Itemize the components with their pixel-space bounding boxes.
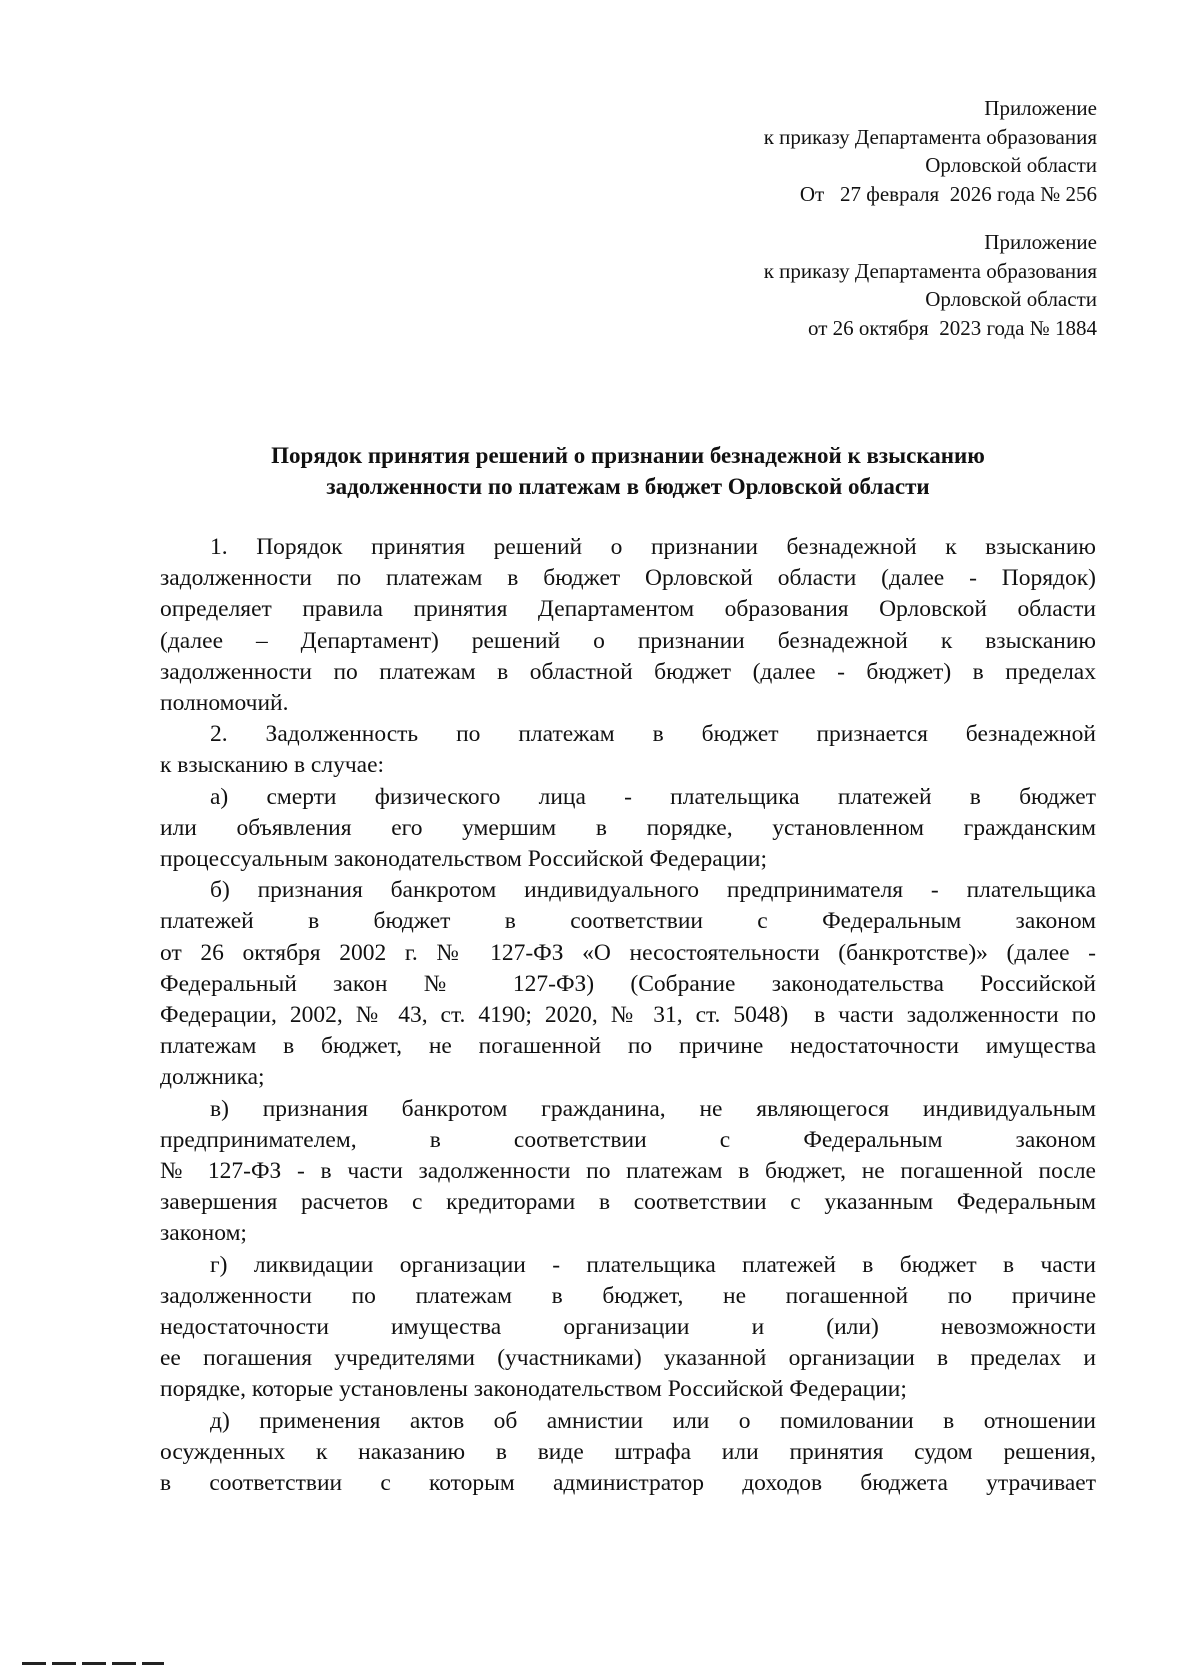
paragraph-2 (160, 719, 1096, 781)
paragraph-line: должника; (160, 1064, 265, 1091)
paragraph-line: а) смерти физического лица - плательщика платежей в бюджет (210, 783, 1096, 810)
paragraph-line: порядке, которые установлены законодательством Российской Федерации; (160, 1376, 907, 1403)
paragraph-line: ее погашения учредителями (участниками) указанной организации в пределах и (160, 1345, 1096, 1372)
paragraph-d (160, 1406, 1096, 1500)
paragraph-b (160, 875, 1096, 1093)
paragraph-line: определяет правила принятия Департаментом образования Орловской области (160, 596, 1096, 623)
paragraph-line: в) признания банкротом гражданина, не являющегося индивидуальным (210, 1095, 1096, 1122)
paragraph-line: 1. Порядок принятия решений о признании безнадежной к взысканию (210, 534, 1096, 560)
paragraph-line: 2. Задолженность по платежам в бюджет признается безнадежной (210, 721, 1096, 748)
paragraph-line: д) применения актов об амнистии или о помиловании в отношении (210, 1407, 1096, 1434)
paragraph-line: недостаточности имущества организации и (или) невозможности (160, 1314, 1096, 1341)
paragraph-a (160, 782, 1096, 876)
appendix-current (764, 94, 1097, 208)
paragraph-line: или объявления его умершим в порядке, установленном гражданским (160, 814, 1096, 841)
document-title-line1: Порядок принятия решений о признании безнадежной к взысканию (271, 443, 985, 468)
appendix-previous-line2: к приказу Департамента образования (763, 258, 1097, 283)
paragraph-line: предпринимателем, в соответствии с Федеральным законом (160, 1126, 1096, 1153)
appendix-previous-line4: от 26 октября 2023 года № 1884 (807, 315, 1097, 340)
paragraph-line: законом; (160, 1220, 247, 1247)
page-footer-rule (22, 1662, 164, 1665)
paragraph-line: б) признания банкротом индивидуального предпринимателя - плательщика (210, 877, 1096, 904)
paragraph-line: осужденных к наказанию в виде штрафа или принятия судом решения, (160, 1438, 1096, 1465)
paragraph-line: (далее – Департамент) решений о признании безнадежной к взысканию (160, 627, 1096, 654)
paragraph-v (160, 1094, 1096, 1250)
paragraph-line: № 127-ФЗ - в части задолженности по платежам в бюджет, не погашенной после (160, 1158, 1096, 1185)
paragraph-line: задолженности по платежам в областной бюджет (далее - бюджет) в пределах (160, 658, 1096, 685)
appendix-current-line3: Орловской области (925, 153, 1097, 177)
appendix-current-line4: От 27 февраля 2026 года № 256 (799, 181, 1097, 206)
paragraph-line: задолженности по платежам в бюджет, не погашенной по причине (160, 1282, 1096, 1309)
paragraph-g (160, 1250, 1096, 1406)
paragraph-line: задолженности по платежам в бюджет Орловской области (далее - Порядок) (160, 565, 1096, 592)
document-title-line2: задолженности по платежам в бюджет Орловской области (326, 474, 930, 499)
paragraph-line: г) ликвидации организации - плательщика платежей в бюджет в части (210, 1251, 1096, 1278)
paragraph-line: в соответствии с которым администратор доходов бюджета утрачивает (160, 1470, 1096, 1497)
paragraph-line: от 26 октября 2002 г. № 127-ФЗ «О несостоятельности (банкротстве)» (далее - (160, 939, 1096, 966)
appendix-previous-line1: Приложение (984, 230, 1097, 254)
paragraph-1 (160, 532, 1096, 719)
paragraph-line: платежам в бюджет, не погашенной по причине недостаточности имущества (160, 1033, 1096, 1060)
paragraph-line: Федерации, 2002, № 43, ст. 4190; 2020, № 31, ст. 5048) в части задолженности по (160, 1002, 1096, 1029)
appendix-previous-line3: Орловской области (925, 287, 1097, 311)
appendix-previous (764, 228, 1097, 342)
paragraph-line: Федеральный закон № 127-ФЗ) (Собрание законодательства Российской (160, 970, 1096, 997)
paragraph-line: к взысканию в случае: (160, 752, 385, 779)
paragraph-line: процессуальным законодательством Российской Федерации; (160, 846, 767, 873)
paragraph-line: полномочий. (160, 690, 289, 717)
document-title (160, 440, 1096, 502)
paragraph-line: платежей в бюджет в соответствии с Федеральным законом (160, 908, 1096, 935)
document-body (160, 532, 1096, 1499)
appendix-current-line1: Приложение (984, 96, 1097, 120)
paragraph-line: завершения расчетов с кредиторами в соответствии с указанным Федеральным (160, 1189, 1096, 1216)
appendix-current-line2: к приказу Департамента образования (763, 124, 1097, 149)
